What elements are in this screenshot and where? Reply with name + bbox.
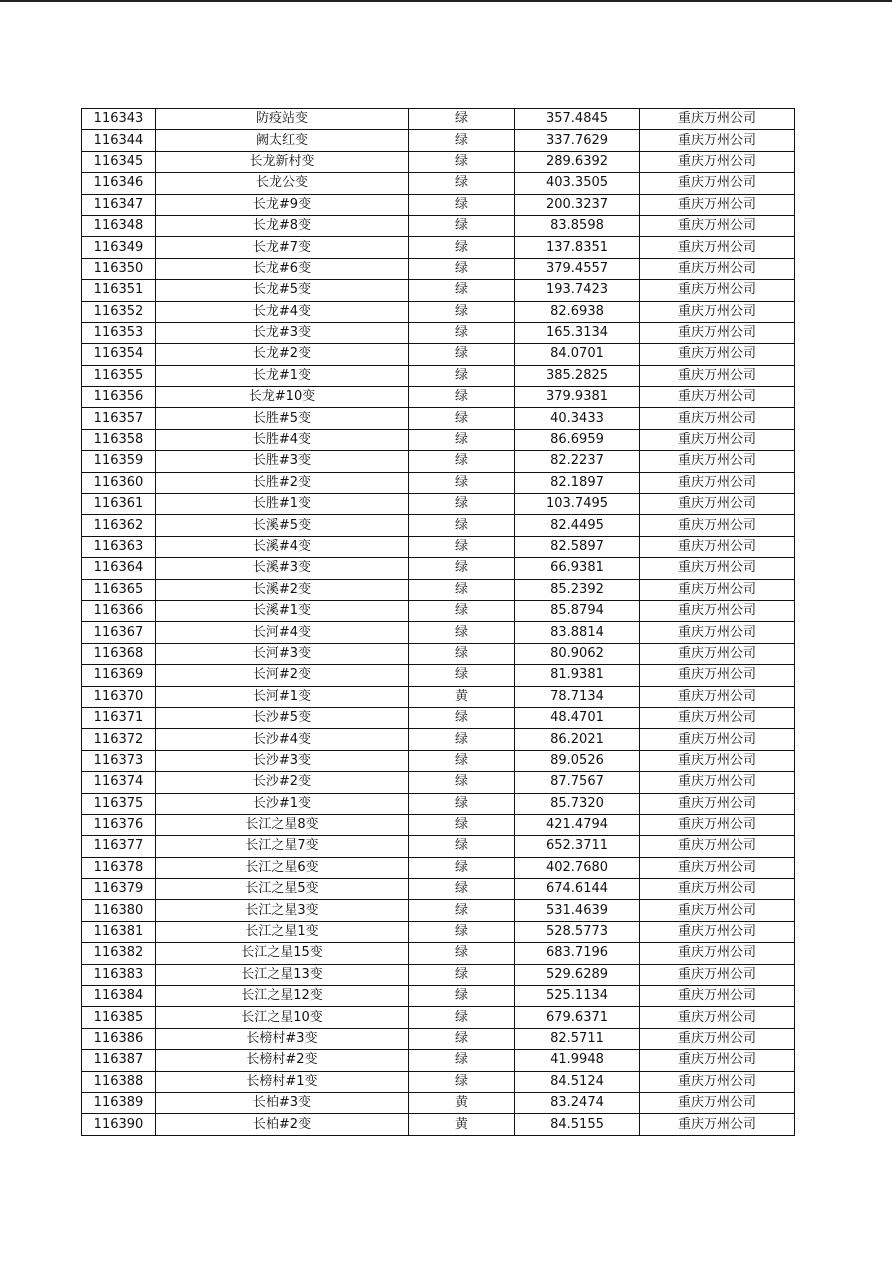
- substation-name-cell: 长河#1变: [156, 686, 409, 707]
- status-cell: 黄: [409, 1092, 515, 1113]
- value-cell: 289.6392: [515, 151, 640, 172]
- substation-name-cell: 长江之星13变: [156, 964, 409, 985]
- table-row: [82, 365, 795, 386]
- status-cell: 绿: [409, 579, 515, 600]
- company-cell: 重庆万州公司: [640, 515, 795, 536]
- row-id-cell: 116373: [82, 750, 156, 771]
- substation-name-cell: 长溪#1变: [156, 600, 409, 621]
- table-row: [82, 472, 795, 493]
- status-cell: 绿: [409, 986, 515, 1007]
- table-row: [82, 344, 795, 365]
- substation-name-cell: 长龙#10变: [156, 387, 409, 408]
- value-cell: 379.9381: [515, 387, 640, 408]
- row-id-cell: 116387: [82, 1050, 156, 1071]
- value-cell: 85.2392: [515, 579, 640, 600]
- value-cell: 528.5773: [515, 921, 640, 942]
- row-id-cell: 116385: [82, 1007, 156, 1028]
- row-id-cell: 116349: [82, 237, 156, 258]
- row-id-cell: 116381: [82, 921, 156, 942]
- company-cell: 重庆万州公司: [640, 194, 795, 215]
- value-cell: 82.4495: [515, 515, 640, 536]
- value-cell: 84.5124: [515, 1071, 640, 1092]
- substation-name-cell: 长沙#3变: [156, 750, 409, 771]
- substation-name-cell: 长江之星7变: [156, 836, 409, 857]
- row-id-cell: 116360: [82, 472, 156, 493]
- table-row: [82, 322, 795, 343]
- status-cell: 绿: [409, 836, 515, 857]
- value-cell: 83.8598: [515, 215, 640, 236]
- table-row: [82, 686, 795, 707]
- table-row: [82, 280, 795, 301]
- table-row: [82, 1071, 795, 1092]
- status-cell: 绿: [409, 857, 515, 878]
- row-id-cell: 116372: [82, 729, 156, 750]
- row-id-cell: 116370: [82, 686, 156, 707]
- data-table: [81, 108, 795, 1136]
- substation-name-cell: 长溪#5变: [156, 515, 409, 536]
- company-cell: 重庆万州公司: [640, 494, 795, 515]
- value-cell: 82.1897: [515, 472, 640, 493]
- table-row: [82, 258, 795, 279]
- row-id-cell: 116389: [82, 1092, 156, 1113]
- table-row: [82, 943, 795, 964]
- table-row: [82, 579, 795, 600]
- substation-name-cell: 长龙#1变: [156, 365, 409, 386]
- company-cell: 重庆万州公司: [640, 857, 795, 878]
- substation-name-cell: 长溪#4变: [156, 536, 409, 557]
- table-row: [82, 1114, 795, 1135]
- company-cell: 重庆万州公司: [640, 665, 795, 686]
- row-id-cell: 116378: [82, 857, 156, 878]
- value-cell: 82.5711: [515, 1028, 640, 1049]
- status-cell: 绿: [409, 622, 515, 643]
- substation-name-cell: 长溪#2变: [156, 579, 409, 600]
- value-cell: 80.9062: [515, 643, 640, 664]
- table-body: [82, 109, 795, 1136]
- value-cell: 525.1134: [515, 986, 640, 1007]
- status-cell: 绿: [409, 280, 515, 301]
- status-cell: 绿: [409, 429, 515, 450]
- status-cell: 绿: [409, 1071, 515, 1092]
- value-cell: 40.3433: [515, 408, 640, 429]
- substation-name-cell: 长河#2变: [156, 665, 409, 686]
- table-row: [82, 836, 795, 857]
- status-cell: 绿: [409, 130, 515, 151]
- table-row: [82, 494, 795, 515]
- row-id-cell: 116369: [82, 665, 156, 686]
- substation-name-cell: 长龙#4变: [156, 301, 409, 322]
- value-cell: 89.0526: [515, 750, 640, 771]
- status-cell: 绿: [409, 494, 515, 515]
- substation-name-cell: 长榜村#3变: [156, 1028, 409, 1049]
- value-cell: 674.6144: [515, 879, 640, 900]
- row-id-cell: 116346: [82, 173, 156, 194]
- company-cell: 重庆万州公司: [640, 429, 795, 450]
- value-cell: 41.9948: [515, 1050, 640, 1071]
- substation-name-cell: 阙太红变: [156, 130, 409, 151]
- row-id-cell: 116384: [82, 986, 156, 1007]
- company-cell: 重庆万州公司: [640, 237, 795, 258]
- row-id-cell: 116375: [82, 793, 156, 814]
- substation-name-cell: 长沙#4变: [156, 729, 409, 750]
- value-cell: 200.3237: [515, 194, 640, 215]
- substation-name-cell: 长河#4变: [156, 622, 409, 643]
- table-row: [82, 986, 795, 1007]
- row-id-cell: 116383: [82, 964, 156, 985]
- status-cell: 绿: [409, 344, 515, 365]
- substation-name-cell: 长龙#8变: [156, 215, 409, 236]
- company-cell: 重庆万州公司: [640, 344, 795, 365]
- company-cell: 重庆万州公司: [640, 643, 795, 664]
- company-cell: 重庆万州公司: [640, 173, 795, 194]
- value-cell: 379.4557: [515, 258, 640, 279]
- substation-name-cell: 长龙#2变: [156, 344, 409, 365]
- row-id-cell: 116390: [82, 1114, 156, 1135]
- substation-name-cell: 长榜村#2变: [156, 1050, 409, 1071]
- row-id-cell: 116386: [82, 1028, 156, 1049]
- table-row: [82, 793, 795, 814]
- row-id-cell: 116343: [82, 109, 156, 130]
- substation-name-cell: 长龙#7变: [156, 237, 409, 258]
- status-cell: 绿: [409, 301, 515, 322]
- value-cell: 82.2237: [515, 451, 640, 472]
- table-row: [82, 536, 795, 557]
- table-row: [82, 301, 795, 322]
- company-cell: 重庆万州公司: [640, 558, 795, 579]
- substation-name-cell: 长溪#3变: [156, 558, 409, 579]
- value-cell: 103.7495: [515, 494, 640, 515]
- row-id-cell: 116374: [82, 772, 156, 793]
- value-cell: 84.5155: [515, 1114, 640, 1135]
- status-cell: 绿: [409, 322, 515, 343]
- table-row: [82, 707, 795, 728]
- company-cell: 重庆万州公司: [640, 387, 795, 408]
- status-cell: 绿: [409, 879, 515, 900]
- value-cell: 85.8794: [515, 600, 640, 621]
- value-cell: 83.8814: [515, 622, 640, 643]
- table-row: [82, 151, 795, 172]
- table-row: [82, 622, 795, 643]
- table-row: [82, 665, 795, 686]
- value-cell: 84.0701: [515, 344, 640, 365]
- status-cell: 绿: [409, 237, 515, 258]
- table-row: [82, 772, 795, 793]
- status-cell: 绿: [409, 772, 515, 793]
- company-cell: 重庆万州公司: [640, 772, 795, 793]
- substation-name-cell: 长胜#1变: [156, 494, 409, 515]
- table-row: [82, 194, 795, 215]
- status-cell: 黄: [409, 1114, 515, 1135]
- substation-name-cell: 长沙#5变: [156, 707, 409, 728]
- row-id-cell: 116354: [82, 344, 156, 365]
- substation-name-cell: 长龙#3变: [156, 322, 409, 343]
- table-row: [82, 451, 795, 472]
- substation-name-cell: 防疫站变: [156, 109, 409, 130]
- table-row: [82, 237, 795, 258]
- value-cell: 82.5897: [515, 536, 640, 557]
- value-cell: 66.9381: [515, 558, 640, 579]
- substation-name-cell: 长江之星10变: [156, 1007, 409, 1028]
- company-cell: 重庆万州公司: [640, 579, 795, 600]
- substation-name-cell: 长龙#6变: [156, 258, 409, 279]
- value-cell: 357.4845: [515, 109, 640, 130]
- row-id-cell: 116345: [82, 151, 156, 172]
- page-top-border: [0, 0, 892, 2]
- company-cell: 重庆万州公司: [640, 1007, 795, 1028]
- status-cell: 绿: [409, 707, 515, 728]
- table-row: [82, 215, 795, 236]
- substation-name-cell: 长柏#3变: [156, 1092, 409, 1113]
- substation-name-cell: 长龙#9变: [156, 194, 409, 215]
- value-cell: 82.6938: [515, 301, 640, 322]
- row-id-cell: 116348: [82, 215, 156, 236]
- substation-name-cell: 长沙#2变: [156, 772, 409, 793]
- value-cell: 529.6289: [515, 964, 640, 985]
- table-row: [82, 1007, 795, 1028]
- value-cell: 86.2021: [515, 729, 640, 750]
- row-id-cell: 116388: [82, 1071, 156, 1092]
- substation-name-cell: 长江之星6变: [156, 857, 409, 878]
- company-cell: 重庆万州公司: [640, 986, 795, 1007]
- status-cell: 绿: [409, 729, 515, 750]
- company-cell: 重庆万州公司: [640, 322, 795, 343]
- table-row: [82, 857, 795, 878]
- table-row: [82, 1028, 795, 1049]
- row-id-cell: 116355: [82, 365, 156, 386]
- company-cell: 重庆万州公司: [640, 1028, 795, 1049]
- value-cell: 402.7680: [515, 857, 640, 878]
- company-cell: 重庆万州公司: [640, 686, 795, 707]
- company-cell: 重庆万州公司: [640, 836, 795, 857]
- value-cell: 87.7567: [515, 772, 640, 793]
- status-cell: 绿: [409, 215, 515, 236]
- status-cell: 绿: [409, 515, 515, 536]
- row-id-cell: 116347: [82, 194, 156, 215]
- row-id-cell: 116351: [82, 280, 156, 301]
- company-cell: 重庆万州公司: [640, 301, 795, 322]
- status-cell: 绿: [409, 472, 515, 493]
- substation-name-cell: 长江之星8变: [156, 814, 409, 835]
- substation-name-cell: 长江之星5变: [156, 879, 409, 900]
- substation-name-cell: 长胜#2变: [156, 472, 409, 493]
- company-cell: 重庆万州公司: [640, 814, 795, 835]
- status-cell: 绿: [409, 151, 515, 172]
- row-id-cell: 116376: [82, 814, 156, 835]
- status-cell: 绿: [409, 750, 515, 771]
- value-cell: 137.8351: [515, 237, 640, 258]
- value-cell: 86.6959: [515, 429, 640, 450]
- company-cell: 重庆万州公司: [640, 921, 795, 942]
- value-cell: 385.2825: [515, 365, 640, 386]
- substation-name-cell: 长河#3变: [156, 643, 409, 664]
- table-row: [82, 921, 795, 942]
- status-cell: 绿: [409, 643, 515, 664]
- value-cell: 337.7629: [515, 130, 640, 151]
- row-id-cell: 116365: [82, 579, 156, 600]
- table-row: [82, 1092, 795, 1113]
- table-row: [82, 515, 795, 536]
- table-row: [82, 600, 795, 621]
- value-cell: 78.7134: [515, 686, 640, 707]
- row-id-cell: 116358: [82, 429, 156, 450]
- substation-name-cell: 长江之星1变: [156, 921, 409, 942]
- row-id-cell: 116359: [82, 451, 156, 472]
- row-id-cell: 116364: [82, 558, 156, 579]
- status-cell: 绿: [409, 793, 515, 814]
- company-cell: 重庆万州公司: [640, 900, 795, 921]
- table-row: [82, 900, 795, 921]
- status-cell: 绿: [409, 921, 515, 942]
- company-cell: 重庆万州公司: [640, 258, 795, 279]
- company-cell: 重庆万州公司: [640, 964, 795, 985]
- substation-name-cell: 长沙#1变: [156, 793, 409, 814]
- status-cell: 绿: [409, 194, 515, 215]
- table-row: [82, 964, 795, 985]
- status-cell: 绿: [409, 558, 515, 579]
- company-cell: 重庆万州公司: [640, 622, 795, 643]
- table-row: [82, 879, 795, 900]
- substation-name-cell: 长榜村#1变: [156, 1071, 409, 1092]
- substation-name-cell: 长龙#5变: [156, 280, 409, 301]
- substation-name-cell: 长胜#4变: [156, 429, 409, 450]
- company-cell: 重庆万州公司: [640, 707, 795, 728]
- substation-name-cell: 长江之星3变: [156, 900, 409, 921]
- status-cell: 绿: [409, 387, 515, 408]
- row-id-cell: 116352: [82, 301, 156, 322]
- value-cell: 193.7423: [515, 280, 640, 301]
- company-cell: 重庆万州公司: [640, 1071, 795, 1092]
- company-cell: 重庆万州公司: [640, 750, 795, 771]
- table-row: [82, 729, 795, 750]
- value-cell: 531.4639: [515, 900, 640, 921]
- status-cell: 绿: [409, 365, 515, 386]
- table-row: [82, 408, 795, 429]
- company-cell: 重庆万州公司: [640, 451, 795, 472]
- status-cell: 绿: [409, 600, 515, 621]
- company-cell: 重庆万州公司: [640, 109, 795, 130]
- status-cell: 绿: [409, 173, 515, 194]
- row-id-cell: 116361: [82, 494, 156, 515]
- row-id-cell: 116350: [82, 258, 156, 279]
- value-cell: 403.3505: [515, 173, 640, 194]
- status-cell: 绿: [409, 451, 515, 472]
- value-cell: 421.4794: [515, 814, 640, 835]
- status-cell: 绿: [409, 258, 515, 279]
- company-cell: 重庆万州公司: [640, 793, 795, 814]
- table-row: [82, 750, 795, 771]
- value-cell: 85.7320: [515, 793, 640, 814]
- company-cell: 重庆万州公司: [640, 729, 795, 750]
- status-cell: 黄: [409, 686, 515, 707]
- company-cell: 重庆万州公司: [640, 1092, 795, 1113]
- substation-name-cell: 长胜#5变: [156, 408, 409, 429]
- row-id-cell: 116362: [82, 515, 156, 536]
- status-cell: 绿: [409, 536, 515, 557]
- row-id-cell: 116363: [82, 536, 156, 557]
- status-cell: 绿: [409, 1050, 515, 1071]
- status-cell: 绿: [409, 943, 515, 964]
- table-row: [82, 814, 795, 835]
- company-cell: 重庆万州公司: [640, 151, 795, 172]
- row-id-cell: 116380: [82, 900, 156, 921]
- status-cell: 绿: [409, 109, 515, 130]
- table-row: [82, 558, 795, 579]
- company-cell: 重庆万州公司: [640, 536, 795, 557]
- row-id-cell: 116368: [82, 643, 156, 664]
- substation-name-cell: 长龙新村变: [156, 151, 409, 172]
- company-cell: 重庆万州公司: [640, 280, 795, 301]
- value-cell: 652.3711: [515, 836, 640, 857]
- table-row: [82, 429, 795, 450]
- value-cell: 48.4701: [515, 707, 640, 728]
- company-cell: 重庆万州公司: [640, 472, 795, 493]
- company-cell: 重庆万州公司: [640, 365, 795, 386]
- table-row: [82, 1050, 795, 1071]
- status-cell: 绿: [409, 814, 515, 835]
- row-id-cell: 116357: [82, 408, 156, 429]
- row-id-cell: 116356: [82, 387, 156, 408]
- company-cell: 重庆万州公司: [640, 879, 795, 900]
- substation-name-cell: 长龙公变: [156, 173, 409, 194]
- status-cell: 绿: [409, 900, 515, 921]
- value-cell: 81.9381: [515, 665, 640, 686]
- value-cell: 683.7196: [515, 943, 640, 964]
- status-cell: 绿: [409, 408, 515, 429]
- table-row: [82, 173, 795, 194]
- value-cell: 165.3134: [515, 322, 640, 343]
- company-cell: 重庆万州公司: [640, 215, 795, 236]
- substation-name-cell: 长胜#3变: [156, 451, 409, 472]
- table-row: [82, 387, 795, 408]
- row-id-cell: 116382: [82, 943, 156, 964]
- table-row: [82, 643, 795, 664]
- row-id-cell: 116371: [82, 707, 156, 728]
- company-cell: 重庆万州公司: [640, 943, 795, 964]
- value-cell: 83.2474: [515, 1092, 640, 1113]
- table-row: [82, 130, 795, 151]
- row-id-cell: 116366: [82, 600, 156, 621]
- row-id-cell: 116377: [82, 836, 156, 857]
- company-cell: 重庆万州公司: [640, 1114, 795, 1135]
- company-cell: 重庆万州公司: [640, 600, 795, 621]
- status-cell: 绿: [409, 665, 515, 686]
- company-cell: 重庆万州公司: [640, 408, 795, 429]
- table-row: [82, 109, 795, 130]
- substation-name-cell: 长江之星15变: [156, 943, 409, 964]
- status-cell: 绿: [409, 1007, 515, 1028]
- substation-name-cell: 长柏#2变: [156, 1114, 409, 1135]
- row-id-cell: 116344: [82, 130, 156, 151]
- company-cell: 重庆万州公司: [640, 1050, 795, 1071]
- status-cell: 绿: [409, 964, 515, 985]
- row-id-cell: 116353: [82, 322, 156, 343]
- substation-name-cell: 长江之星12变: [156, 986, 409, 1007]
- status-cell: 绿: [409, 1028, 515, 1049]
- company-cell: 重庆万州公司: [640, 130, 795, 151]
- row-id-cell: 116367: [82, 622, 156, 643]
- row-id-cell: 116379: [82, 879, 156, 900]
- value-cell: 679.6371: [515, 1007, 640, 1028]
